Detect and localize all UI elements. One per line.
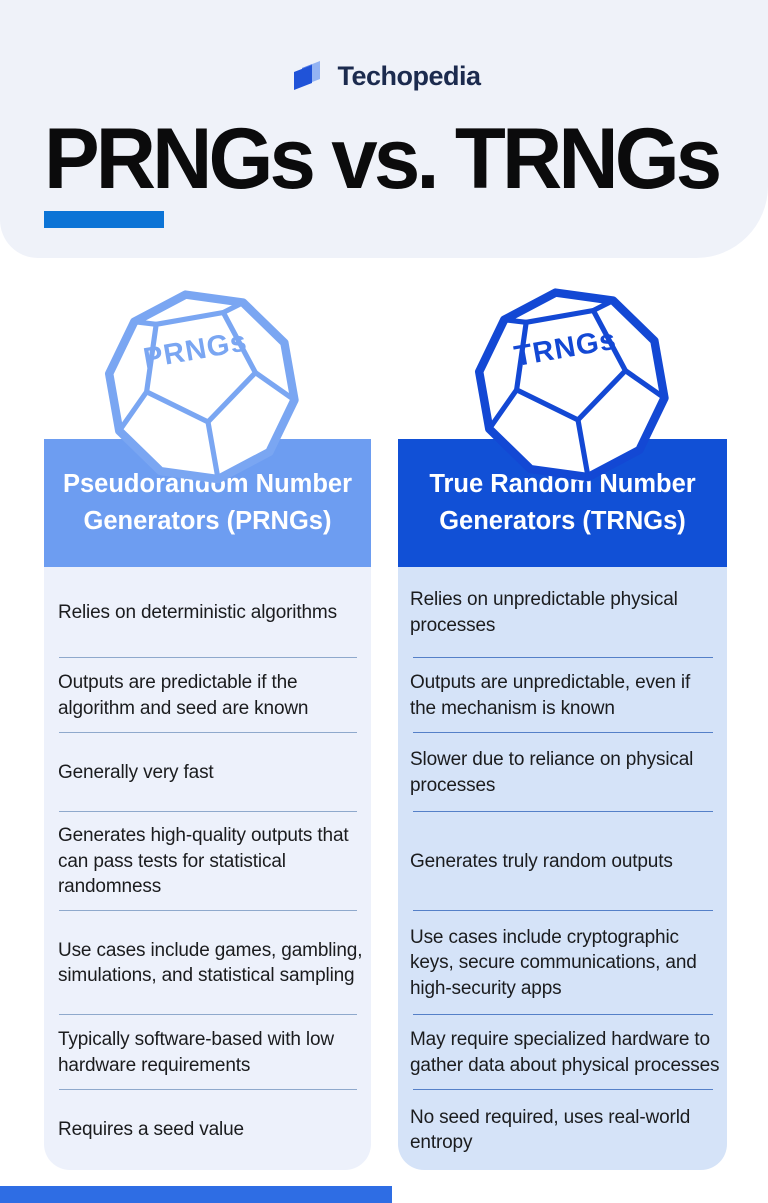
next-section-edge [0,1186,392,1203]
prng-header-line1: Pseudorandom Number [62,470,353,498]
trng-row-6: May require specialized hardware to gather data about physical processes [398,1015,727,1090]
trng-row-1: Relies on unpredictable physical processes [398,567,727,658]
page-title: PRNGs vs. TRNGs [44,111,719,207]
trng-header-line2: Generators (TRNGs) [439,507,686,535]
techopedia-logo-icon [287,56,327,96]
trng-icon-label: TRNGs [511,323,619,374]
prng-header-line2: Generators (PRNGs) [83,507,332,535]
trng-header-line1: True Random Number [429,470,696,498]
prng-row-2: Outputs are predictable if the algorithm and seed are known [44,658,371,733]
trng-dodecahedron-icon [459,280,684,486]
prng-row-7: Requires a seed value [44,1090,371,1170]
prng-dodecahedron-icon [89,282,314,488]
title-accent-bar [44,211,164,228]
comparison-section [0,258,768,1170]
trng-row-7: No seed required, uses real-world entropy [398,1090,727,1170]
brand-name: Techopedia [337,60,481,91]
comparison-table [44,567,768,1170]
hero-section [0,0,768,258]
prng-row-4: Generates high-quality outputs that can pass tests for statistical randomness [44,812,371,911]
brand-logo [0,56,768,96]
trng-row-2: Outputs are unpredictable, even if the mechanism is known [398,658,727,733]
prng-row-5: Use cases include games, gambling, simulations, and statistical sampling [44,911,371,1015]
prng-row-3: Generally very fast [44,733,371,812]
trng-row-3: Slower due to reliance on physical processes [398,733,727,812]
trng-row-5: Use cases include cryptographic keys, secure communications, and high-security apps [398,911,727,1015]
prng-row-6: Typically software-based with low hardware requirements [44,1015,371,1090]
prng-row-1: Relies on deterministic algorithms [44,567,371,658]
trng-row-4: Generates truly random outputs [398,812,727,911]
prng-icon-label: PRNGs [141,325,250,376]
